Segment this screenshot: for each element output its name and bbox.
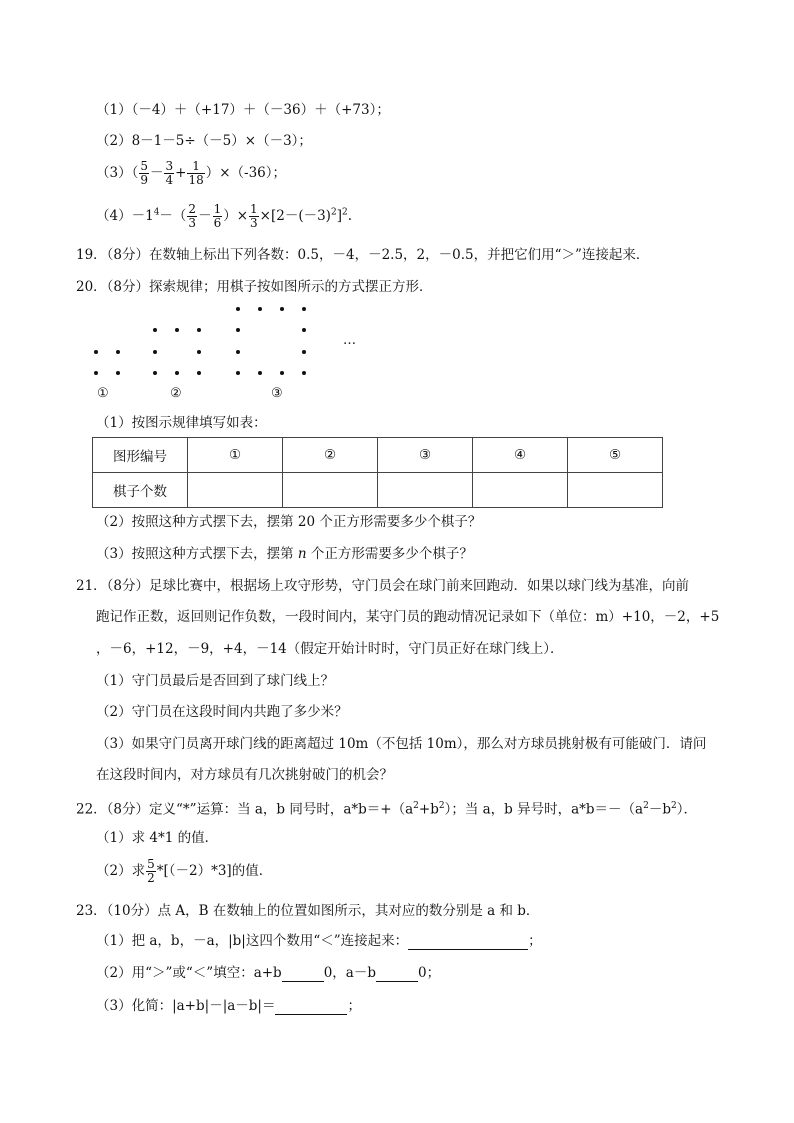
exponent: 2 <box>438 801 445 811</box>
text: 0，a－b <box>323 965 376 981</box>
table-cell <box>283 473 378 508</box>
exponent: 2 <box>643 801 649 811</box>
chess-piece <box>302 350 306 354</box>
problem-19: 19．（8分）在数轴上标出下列各数：0.5，－4，－2.5，2，－0.5，并把它们用“＞”连接起来． <box>76 247 650 263</box>
p18-item-4-prefix: （4）－1 <box>96 208 154 224</box>
problem-21-item-3a: （3）如果守门员离开球门线的距离超过 10m（不包括 10m），那么对方球员挑射极有可能破门．请问 <box>96 736 707 752</box>
problem-22-title <box>76 797 697 819</box>
chess-piece <box>236 328 240 332</box>
table-cell <box>378 473 473 508</box>
fraction <box>146 858 156 885</box>
chess-piece <box>280 371 284 375</box>
fraction <box>187 160 204 187</box>
fraction <box>187 203 197 230</box>
table-row-label: 棋子个数 <box>93 473 188 508</box>
chess-piece <box>302 328 306 332</box>
chess-piece <box>236 371 240 375</box>
numerator: 5 <box>147 857 155 871</box>
chess-piece <box>258 371 262 375</box>
problem-23-title: 23．（10分）点 A，B 在数轴上的位置如图所示，其对应的数分别是 a 和 b． <box>76 903 540 919</box>
problem-23-item-2 <box>96 964 440 982</box>
table-row <box>93 473 663 508</box>
p18-item-4-mid: －（ <box>159 208 187 224</box>
fraction <box>139 160 149 187</box>
fraction <box>164 160 174 187</box>
chess-piece <box>153 328 157 332</box>
denominator: 6 <box>213 216 222 230</box>
answer-blank <box>275 1000 347 1015</box>
chess-piece <box>175 328 179 332</box>
table-cell <box>473 473 568 508</box>
text: ）． <box>676 801 697 818</box>
chess-piece <box>280 307 284 311</box>
problem-20-item-1: （1）按图示规律填写如表： <box>96 415 267 431</box>
chess-piece <box>94 350 98 354</box>
bracket: ] <box>336 208 342 224</box>
problem-20-item-2: （2）按照这种方式摆下去，摆第 20 个正方形需要多少个棋子？ <box>96 514 482 530</box>
answer-blank <box>376 967 418 982</box>
answer-blank <box>282 967 324 982</box>
problem-22-item-2 <box>96 858 272 885</box>
table-header-cell: ① <box>188 438 283 473</box>
exponent: 2 <box>330 207 337 218</box>
figure-label-1: ① <box>97 386 109 401</box>
numerator: 1 <box>213 202 222 216</box>
figure-label-3: ③ <box>271 386 283 401</box>
fraction <box>249 203 259 230</box>
exponent: 2 <box>413 801 419 811</box>
chess-piece <box>197 350 201 354</box>
text: 个正方形需要多少个棋子？ <box>306 546 473 562</box>
p18-item-3-suffix: ）×（-36）； <box>205 165 287 181</box>
text: ； <box>347 998 361 1014</box>
answer-blank <box>408 935 528 950</box>
chess-piece <box>116 371 120 375</box>
numerator: 2 <box>188 202 197 216</box>
problem-23-item-3 <box>96 997 361 1015</box>
table-header-cell: ② <box>283 438 378 473</box>
chess-piece <box>175 371 179 375</box>
p18-item-1: （1）（－4）＋（+17）＋（－36）＋（+73）； <box>96 102 390 118</box>
denominator: 18 <box>188 173 204 187</box>
period: . <box>347 208 352 224</box>
problem-21-item-3b: 在这段时间内，对方球员有几次挑射破门的机会？ <box>96 767 393 783</box>
problem-23-item-1 <box>96 932 542 950</box>
chess-piece <box>116 350 120 354</box>
table-row <box>93 438 663 473</box>
ellipsis: … <box>343 333 356 348</box>
chess-piece <box>236 307 240 311</box>
denominator: 3 <box>250 216 258 230</box>
table-cell <box>188 473 283 508</box>
chess-piece <box>302 371 306 375</box>
chess-piece <box>197 371 201 375</box>
p18-item-2: （2）8－1－5÷（－5）×（－3）； <box>96 133 312 149</box>
problem-21-line-1: 21．（8分）足球比赛中，根据场上攻守形势，守门员会在球门前来回跑动．如果以球门线为基准，向前 <box>76 578 690 594</box>
chess-piece <box>236 350 240 354</box>
exponent: 2 <box>671 801 677 811</box>
chess-piece <box>153 371 157 375</box>
p18-item-4: $(4)-1^4-$（ $\frac{2}{3}$ － $\frac{1}{6}$ ）× $\frac{1}{3}$ $\times[2-(-3)^2]^2$. <box>96 202 352 230</box>
table-header-cell: ⑤ <box>568 438 663 473</box>
denominator: 2 <box>147 871 155 885</box>
chess-piece <box>94 371 98 375</box>
figure-label-2: ② <box>170 386 182 401</box>
denominator: 3 <box>188 216 197 230</box>
text: （2）用“＞”或“＜”填空：a+b <box>96 965 282 981</box>
table-header-cell: 图形编号 <box>93 438 188 473</box>
answer-table <box>92 437 663 508</box>
exponent: 2 <box>341 207 348 218</box>
text: （2）求 <box>96 863 146 879</box>
table-header-cell: ③ <box>378 438 473 473</box>
chess-piece <box>153 350 157 354</box>
problem-20-item-3 <box>96 545 473 563</box>
text: 0； <box>417 965 441 981</box>
text: *[（－2）*3]的值． <box>156 863 273 879</box>
problem-20-title: 20．（8分）探索规律；用棋子按如图所示的方式摆正方形． <box>76 279 433 295</box>
p18-item-3: （3）（ $\frac{5}{9}$ － $\frac{3}{4}$ + $\frac{1}{18}$ ）×（-36）； <box>96 159 287 187</box>
problem-22-item-1: （1）求 4*1 的值． <box>96 830 219 846</box>
problem-21-line-2: 跑记作正数，返回则记作负数，一段时间内，某守门员的跑动情况记录如下（单位：m）+10，－2，+5 <box>96 609 720 625</box>
chess-piece <box>258 307 262 311</box>
text: （3）按照这种方式摆下去，摆第 <box>96 546 298 562</box>
table-cell <box>568 473 663 508</box>
variable-n: n <box>297 546 307 562</box>
text: 22．（8分）定义“*”运算：当 a，b 同号时，a*b＝+（a <box>76 801 414 818</box>
numerator: 1 <box>250 202 258 216</box>
text: （1）把 a，b，－a，|b|这四个数用“＜”连接起来： <box>96 933 409 949</box>
numerator: 5 <box>140 159 148 173</box>
text: +b <box>418 801 439 818</box>
denominator: 4 <box>165 173 174 187</box>
text: （3）化简：|a+b|－|a－b|＝ <box>96 998 276 1014</box>
fraction <box>213 203 223 230</box>
numerator: 1 <box>187 160 204 174</box>
denominator: 9 <box>140 173 148 187</box>
numerator: 3 <box>165 159 174 173</box>
chess-piece <box>302 307 306 311</box>
chess-piece <box>197 328 201 332</box>
problem-21-line-3: ，－6，+12，－9，+4，－14（假定开始计时时，守门员正好在球门线上）． <box>96 641 564 657</box>
text: ）；当 a，b 异号时，a*b＝－（a <box>444 801 644 818</box>
exponent: 4 <box>153 207 160 218</box>
table-header-cell: ④ <box>473 438 568 473</box>
problem-21-item-2: （2）守门员在这段时间内共跑了多少米？ <box>96 704 348 720</box>
problem-21-item-1: （1）守门员最后是否回到了球门线上？ <box>96 673 335 689</box>
p18-item-4-tail: ×[2－(－3) <box>259 208 331 224</box>
p18-item-3-prefix: （3）（ <box>96 165 139 181</box>
text: －b <box>648 801 671 818</box>
text: ； <box>528 933 542 949</box>
